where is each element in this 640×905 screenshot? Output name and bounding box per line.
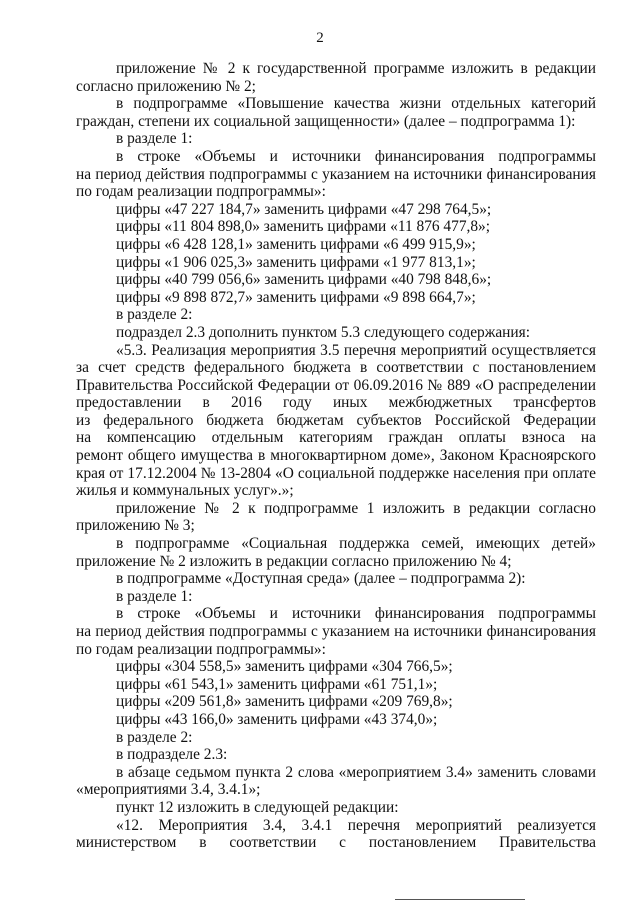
- text-line: на период действия подпрограммы с указанием на источники финансирования: [76, 623, 596, 640]
- text-line: на компенсацию отдельным категориям граждан оплаты взноса на: [76, 429, 596, 447]
- text-line: в разделе 1:: [116, 130, 193, 148]
- text-line: в абзаце седьмом пункта 2 слова «мероприятием 3.4» заменить словами: [116, 763, 596, 781]
- text-line: в разделе 1:: [116, 587, 193, 605]
- text-line: в подпрограмме «Социальная поддержка семей, имеющих детей»: [116, 535, 596, 553]
- text-line: по годам реализации подпрограммы»:: [76, 640, 326, 658]
- body-text: [76, 60, 596, 852]
- text-line: министерством в соответствии с постановлением Правительства: [76, 834, 596, 852]
- page-number: 2: [316, 30, 324, 46]
- text-line: края от 17.12.2004 № 13-2804 «О социальной поддержке населения при оплате: [76, 464, 596, 482]
- text-line: в разделе 2:: [116, 306, 193, 324]
- text-line: в подразделе 2.3:: [116, 746, 228, 764]
- text-line: цифры «1 906 025,3» заменить цифрами «1 977 813,1»;: [116, 253, 476, 271]
- text-line: жилья и коммунальных услуг».»;: [76, 482, 294, 500]
- text-line: в разделе 2:: [116, 728, 193, 746]
- text-line: цифры «209 561,8» заменить цифрами «209 769,8»;: [116, 693, 453, 711]
- text-line: в строке «Объемы и источники финансирования подпрограммы: [116, 605, 596, 623]
- text-line: по годам реализации подпрограммы»:: [76, 183, 326, 201]
- text-line: Правительства Российской Федерации от 06.09.2016 № 889 «О распределении: [76, 376, 596, 394]
- text-line: предоставлении в 2016 году иных межбюджетных трансфертов: [76, 394, 596, 412]
- text-line: цифры «43 166,0» заменить цифрами «43 374,0»;: [116, 710, 438, 728]
- footer-rule: [395, 899, 525, 900]
- text-line: цифры «6 428 128,1» заменить цифрами «6 499 915,9»;: [116, 235, 476, 253]
- text-line: приложение № 2 к подпрограмме 1 изложить в редакции согласно: [116, 499, 596, 517]
- text-line: «мероприятиями 3.4, 3.4.1»;: [76, 781, 261, 799]
- text-line: «5.3. Реализация мероприятия 3.5 перечня мероприятий осуществляется: [116, 341, 596, 359]
- text-line: в подпрограмме «Повышение качества жизни отдельных категорий: [116, 95, 596, 113]
- text-line: цифры «40 799 056,6» заменить цифрами «40 798 848,6»;: [116, 271, 492, 289]
- text-line: цифры «61 543,1» заменить цифрами «61 751,1»;: [116, 675, 438, 693]
- text-line: ремонт общего имущества в многоквартирном доме», Законом Красноярского: [76, 447, 596, 465]
- text-line: граждан, степени их социальной защищенности» (далее – подпрограмма 1):: [76, 112, 576, 130]
- text-line: за счет средств федерального бюджета в соответствии с постановлением: [76, 359, 596, 377]
- text-line: цифры «304 558,5» заменить цифрами «304 766,5»;: [116, 658, 453, 676]
- text-line: приложение № 2 изложить в редакции согласно приложению № 4;: [76, 552, 512, 570]
- text-line: цифры «11 804 898,0» заменить цифрами «11 876 477,8»;: [116, 218, 491, 236]
- text-line: подраздел 2.3 дополнить пунктом 5.3 следующего содержания:: [116, 323, 531, 341]
- text-line: «12. Мероприятия 3.4, 3.4.1 перечня мероприятий реализуется: [116, 816, 596, 834]
- text-line: в строке «Объемы и источники финансирования подпрограммы: [116, 147, 596, 165]
- text-line: на период действия подпрограммы с указанием на источники финансирования: [76, 165, 596, 183]
- text-line: приложению № 3;: [76, 517, 195, 535]
- text-line: пункт 12 изложить в следующей редакции:: [116, 798, 399, 816]
- text-line: согласно приложению № 2;: [76, 77, 256, 95]
- text-line: цифры «9 898 872,7» заменить цифрами «9 898 664,7»;: [116, 288, 476, 306]
- text-line: цифры «47 227 184,7» заменить цифрами «47 298 764,5»;: [116, 200, 492, 218]
- text-line: из федерального бюджета бюджетам субъектов Российской Федерации: [76, 411, 596, 429]
- text-line: в подпрограмме «Доступная среда» (далее – подпрограмма 2):: [116, 570, 526, 588]
- text-line: приложение № 2 к государственной программе изложить в редакции: [116, 60, 596, 77]
